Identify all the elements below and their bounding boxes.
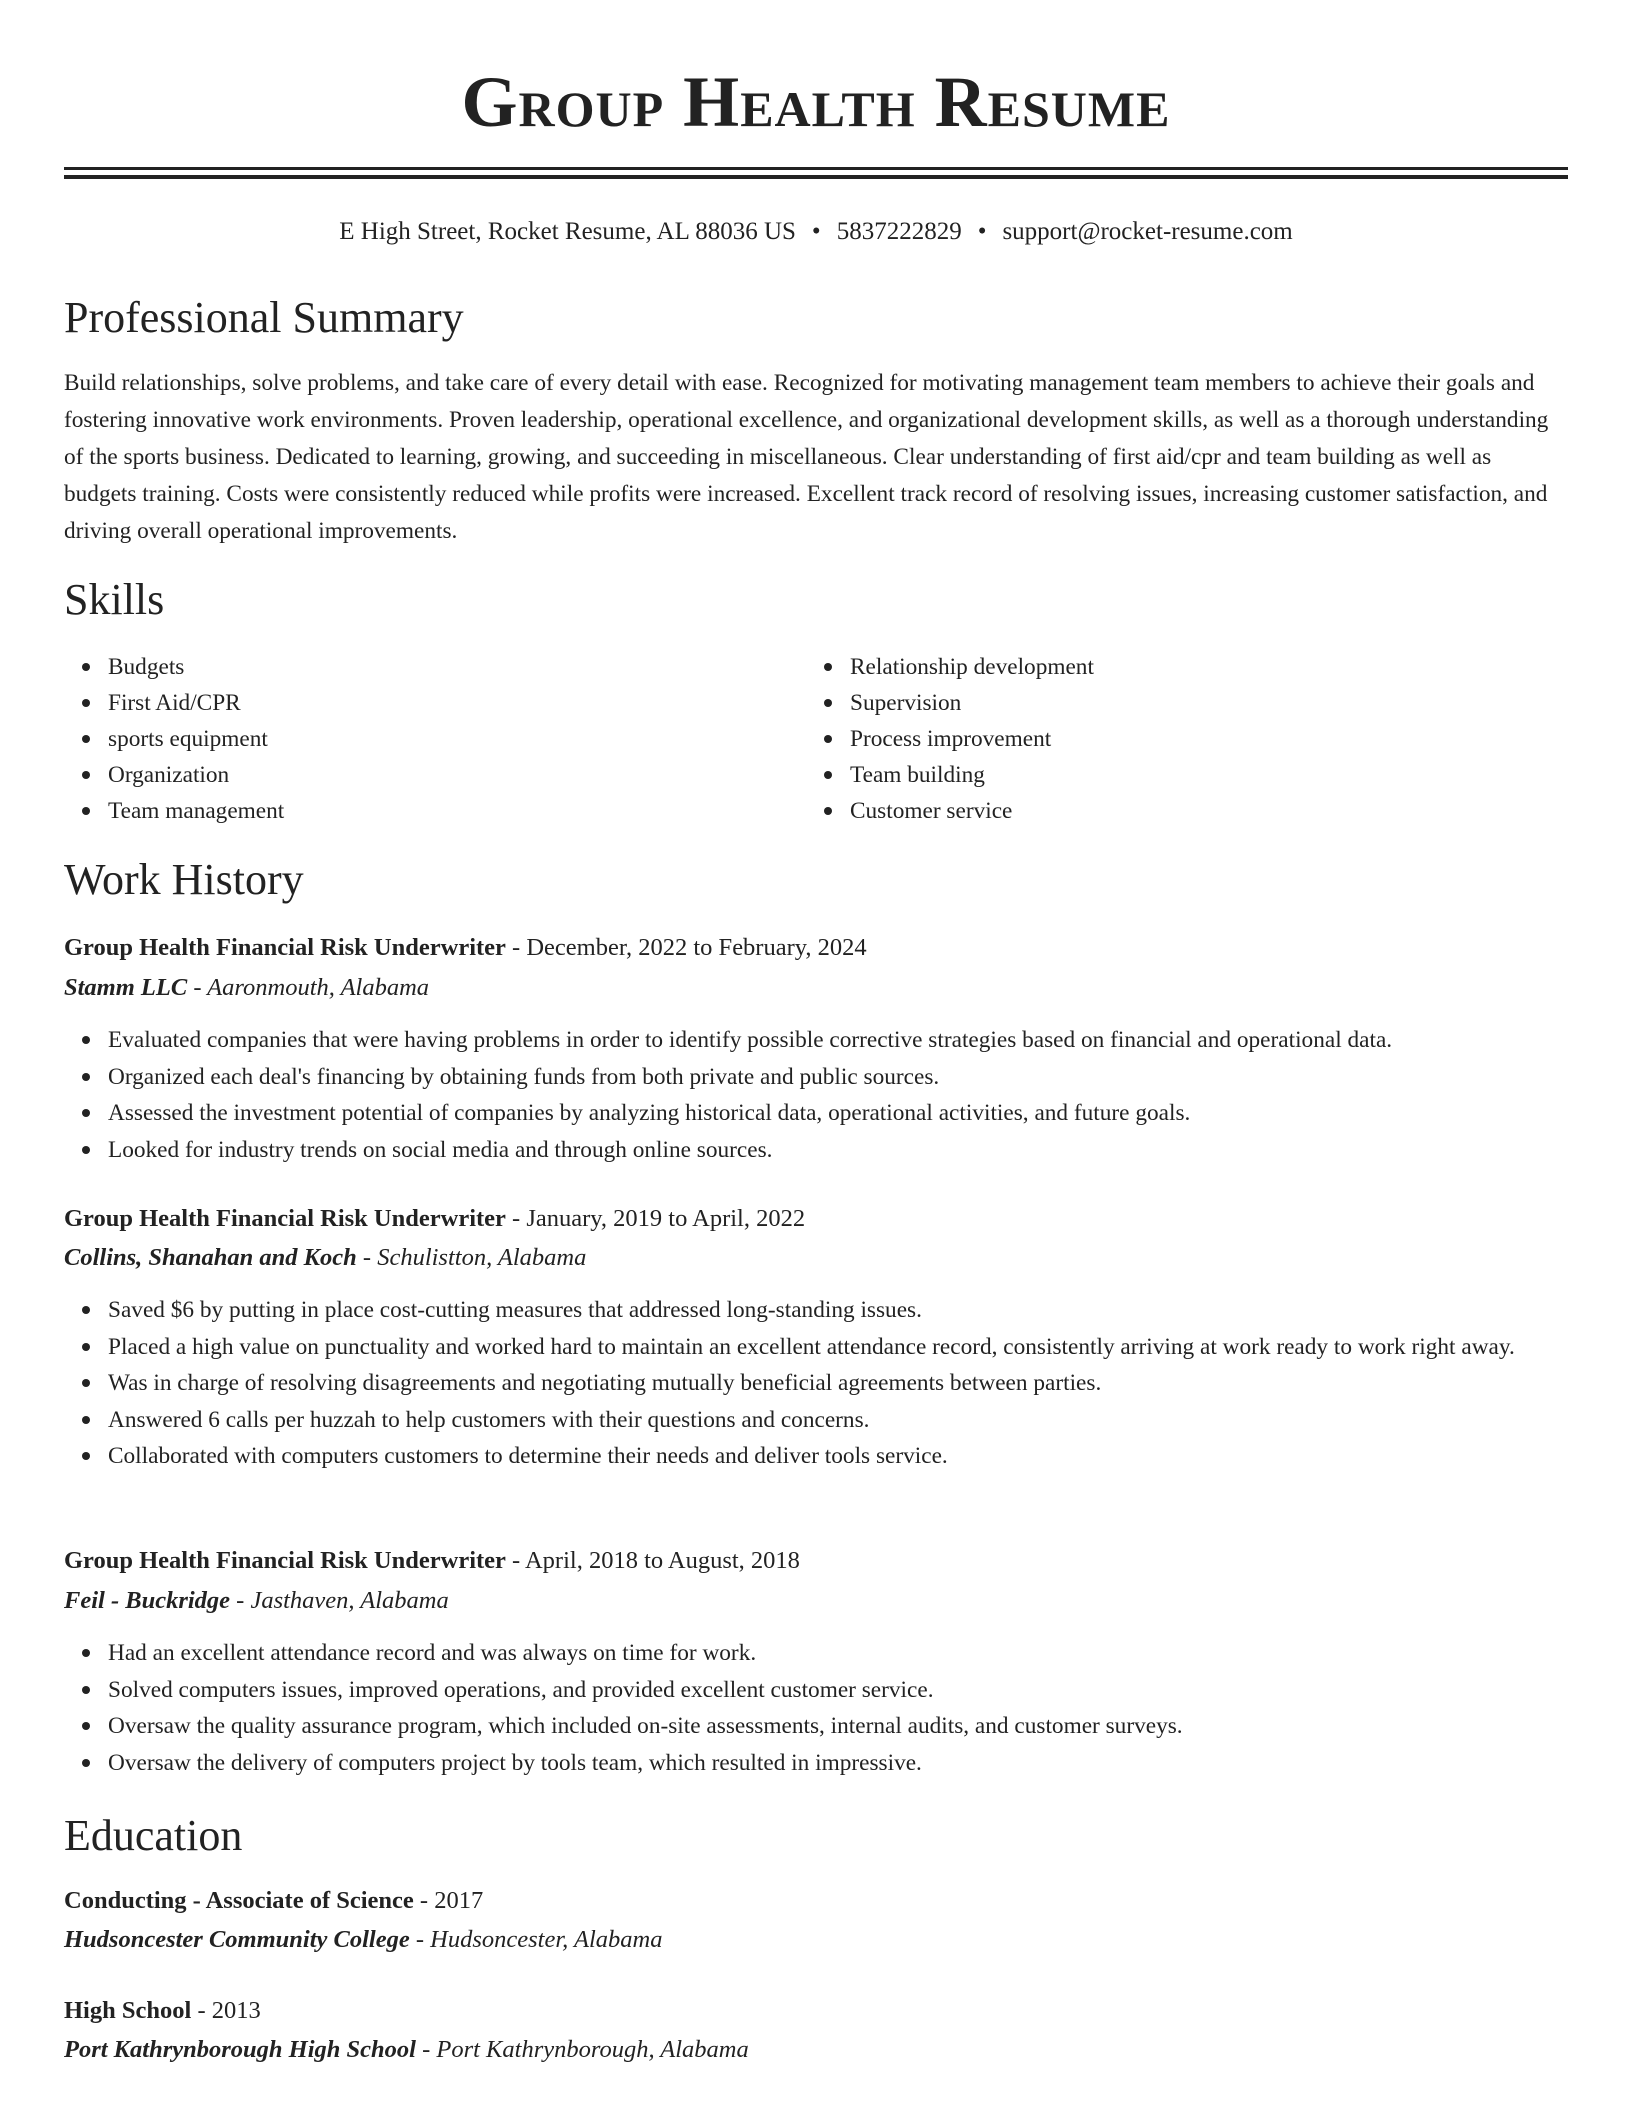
contact-line [0, 214, 1632, 250]
job-duty: Had an excellent attendance record and was always on time for work. [108, 1635, 1612, 1672]
job-title: Group Health Financial Risk Underwriter [64, 1205, 506, 1232]
job-title: Group Health Financial Risk Underwriter [64, 934, 506, 961]
job-duty: Oversaw the quality assurance program, which included on-site assessments, internal audits, and customer surveys. [108, 1708, 1612, 1745]
job-duty: Evaluated companies that were having problems in order to identify possible corrective strategies based on financial and operational data. [108, 1022, 1612, 1059]
education-heading: Education [64, 1811, 243, 1860]
skill-item: sports equipment [108, 721, 808, 757]
contact-phone: 5837222829 [836, 218, 962, 245]
skill-item: Budgets [108, 649, 808, 685]
contact-address: E High Street, Rocket Resume, AL 88036 US [339, 218, 796, 245]
company-name: Feil - Buckridge [64, 1587, 231, 1614]
contact-email: support@rocket-resume.com [1002, 218, 1293, 245]
job-title: Group Health Financial Risk Underwriter [64, 1547, 506, 1574]
resume-title: Group Health Resume [461, 62, 1171, 142]
degree-year: - 2013 [191, 1997, 261, 2024]
job-duty: Collaborated with computers customers to determine their needs and deliver tools service. [108, 1438, 1612, 1475]
school-line [64, 2032, 1568, 2068]
company-location: - Aaronmouth, Alabama [187, 974, 430, 1001]
company-line [64, 970, 1568, 1006]
school-location: - Hudsoncester, Alabama [409, 1926, 663, 1953]
job-duty: Solved computers issues, improved operations, and provided excellent customer service. [108, 1672, 1612, 1709]
school-location: - Port Kathrynborough, Alabama [415, 2036, 749, 2063]
job-duties-list [64, 1022, 1612, 1168]
job-duty: Oversaw the delivery of computers project by tools team, which resulted in impressive. [108, 1745, 1612, 1782]
job-duties-list [64, 1635, 1612, 1781]
job-duty: Organized each deal's financing by obtaining funds from both private and public sources. [108, 1059, 1612, 1096]
contact-separator: • [977, 218, 987, 245]
skills-heading: Skills [64, 575, 165, 624]
company-location: - Jasthaven, Alabama [230, 1587, 449, 1614]
title-rule-bottom [64, 175, 1568, 179]
job-duty: Assessed the investment potential of companies by analyzing historical data, operational activities, and future goals. [108, 1095, 1612, 1132]
skill-item: Supervision [850, 685, 1550, 721]
summary-heading: Professional Summary [64, 293, 464, 342]
job-title-line [64, 1201, 1568, 1237]
skill-item: Customer service [850, 793, 1550, 829]
job-dates: - January, 2019 to April, 2022 [505, 1205, 806, 1232]
job-duty: Answered 6 calls per huzzah to help customers with their questions and concerns. [108, 1402, 1612, 1439]
job-duties-list [64, 1292, 1612, 1475]
degree-name: High School [64, 1997, 192, 2024]
company-location: - Schulistton, Alabama [356, 1244, 587, 1271]
school-name: Hudsoncester Community College [64, 1926, 410, 1953]
job-dates: - December, 2022 to February, 2024 [505, 934, 867, 961]
job-duty: Was in charge of resolving disagreements and negotiating mutually beneficial agreements between parties. [108, 1365, 1612, 1402]
work-history-heading: Work History [64, 855, 304, 904]
school-line [64, 1922, 1568, 1958]
degree-name: Conducting - Associate of Science [64, 1887, 414, 1914]
title-rule-top [64, 167, 1568, 170]
contact-separator: • [811, 218, 821, 245]
skill-item: Team building [850, 757, 1550, 793]
degree-line [64, 1993, 1568, 2029]
skill-item: First Aid/CPR [108, 685, 808, 721]
job-title-line [64, 930, 1568, 966]
job-title-line [64, 1543, 1568, 1579]
company-line [64, 1240, 1568, 1276]
job-dates: - April, 2018 to August, 2018 [505, 1547, 800, 1574]
skills-list-right [806, 649, 1550, 829]
job-duty: Saved $6 by putting in place cost-cutting measures that addressed long-standing issues. [108, 1292, 1612, 1329]
degree-line [64, 1883, 1568, 1919]
skills-list-left [64, 649, 808, 829]
skill-item: Organization [108, 757, 808, 793]
skill-item: Team management [108, 793, 808, 829]
job-duty: Looked for industry trends on social media and through online sources. [108, 1132, 1612, 1169]
company-name: Stamm LLC [64, 974, 188, 1001]
job-duty: Placed a high value on punctuality and worked hard to maintain an excellent attendance record, consistently arriving at work ready to work right away. [108, 1329, 1612, 1366]
skill-item: Relationship development [850, 649, 1550, 685]
company-line [64, 1583, 1568, 1619]
company-name: Collins, Shanahan and Koch [64, 1244, 357, 1271]
degree-year: - 2017 [413, 1887, 484, 1914]
summary-text: Build relationships, solve problems, and take care of every detail with ease. Recognized for motivating management team members to achieve their goals and fostering innovative work environments. Proven leadership, operational excellence, and organizational development skills, as well as a thorough understanding of the sports business. Dedicated to learning, growing, and succeeding in miscellaneous. Clear understanding of first aid/cpr and team building as well as budgets training. Costs were consistently reduced while profits were increased. Excellent track record of resolving issues, increasing customer satisfaction, and driving overall operational improvements. [64, 370, 1549, 544]
school-name: Port Kathrynborough High School [64, 2036, 416, 2063]
skill-item: Process improvement [850, 721, 1550, 757]
